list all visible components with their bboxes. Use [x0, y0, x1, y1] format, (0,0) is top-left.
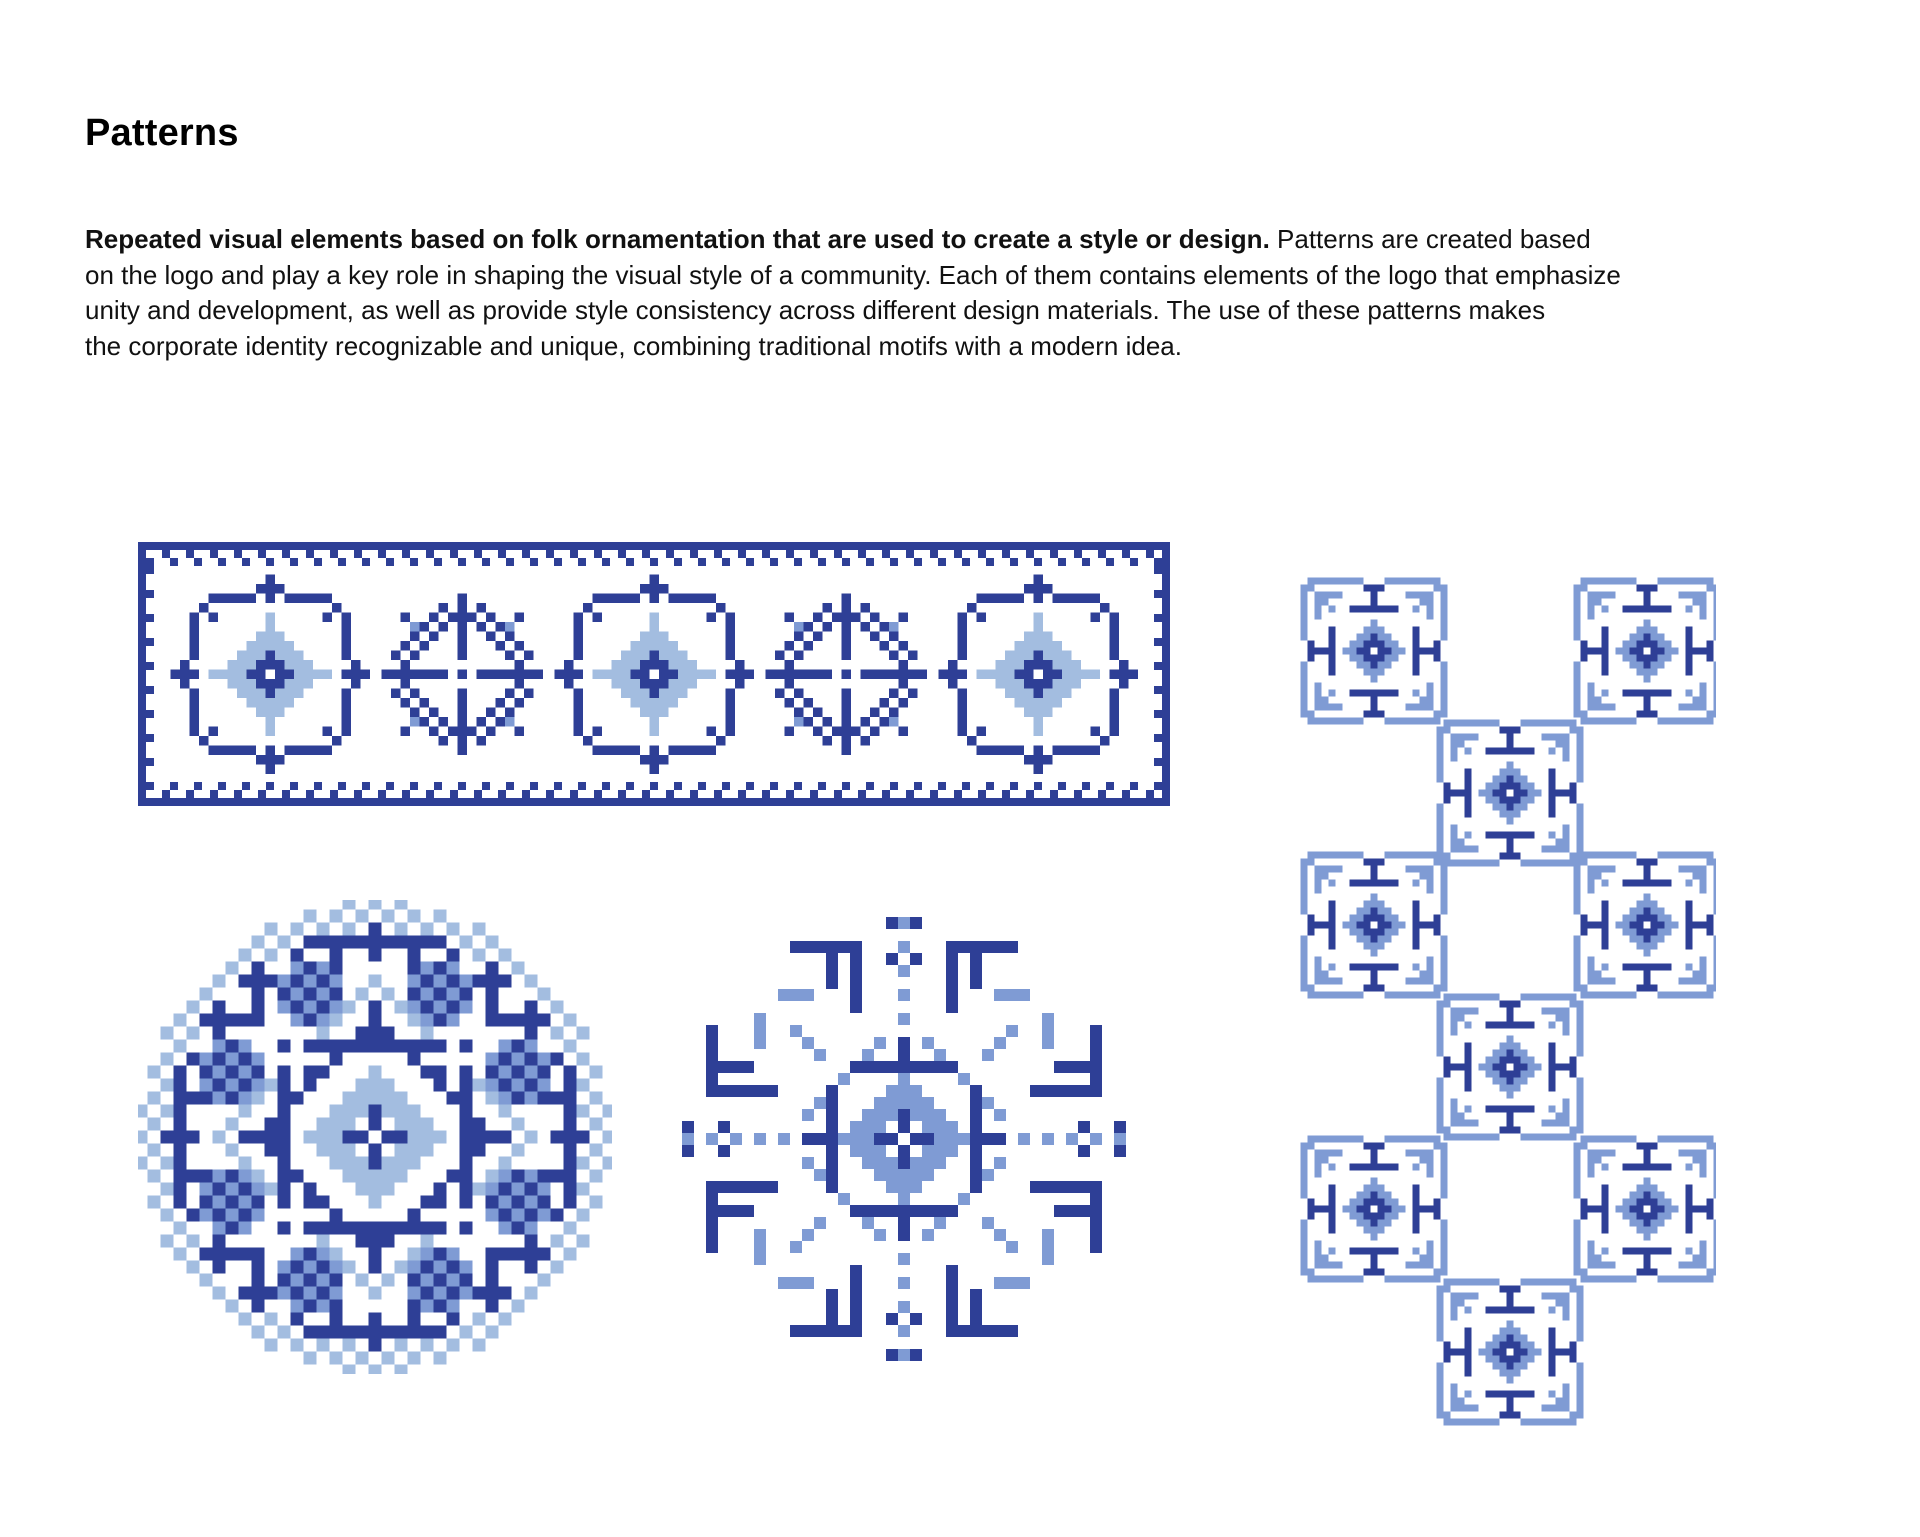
vertical-tile-pattern	[1296, 577, 1716, 1429]
intro-line-3: unity and development, as well as provide style consistency across different design materials. The use of these patterns makes	[85, 295, 1546, 325]
tile-motif-8	[1574, 1136, 1717, 1283]
tile-motif-7	[1301, 1136, 1448, 1283]
star-cross-grid	[682, 917, 1126, 1361]
intro-line-1	[85, 222, 1775, 258]
page-title: Patterns	[85, 112, 239, 154]
band-star-motif-5	[938, 574, 1138, 774]
band-star-motif-1	[170, 574, 370, 774]
band-cross-motif-2	[381, 593, 543, 755]
star-cross-pattern	[667, 902, 1141, 1376]
band-star-motif-3	[554, 574, 754, 774]
tile-motif-2	[1574, 578, 1717, 725]
tile-motif-5	[1574, 852, 1717, 999]
tile-motif-9	[1437, 1279, 1584, 1426]
round-medallion-pattern	[138, 900, 612, 1374]
tile-motif-1	[1301, 578, 1448, 725]
medallion-grid	[138, 900, 612, 1374]
intro-line-4: the corporate identity recognizable and unique, combining traditional motifs with a modern idea.	[85, 330, 1182, 361]
intro-text-1: Patterns are created based	[1277, 224, 1591, 254]
intro-paragraph	[85, 222, 1775, 364]
tile-motif-3	[1437, 720, 1584, 867]
band-cross-motif-4	[765, 593, 927, 755]
border-band-pattern	[138, 542, 1170, 806]
tile-motif-6	[1437, 994, 1584, 1141]
intro-line-2: on the logo and play a key role in shaping the visual style of a community. Each of them contains elements of the logo that emphasize	[85, 259, 1621, 290]
intro-lead: Repeated visual elements based on folk ornamentation that are used to create a style or design.	[85, 224, 1270, 254]
tile-motif-4	[1301, 852, 1448, 999]
